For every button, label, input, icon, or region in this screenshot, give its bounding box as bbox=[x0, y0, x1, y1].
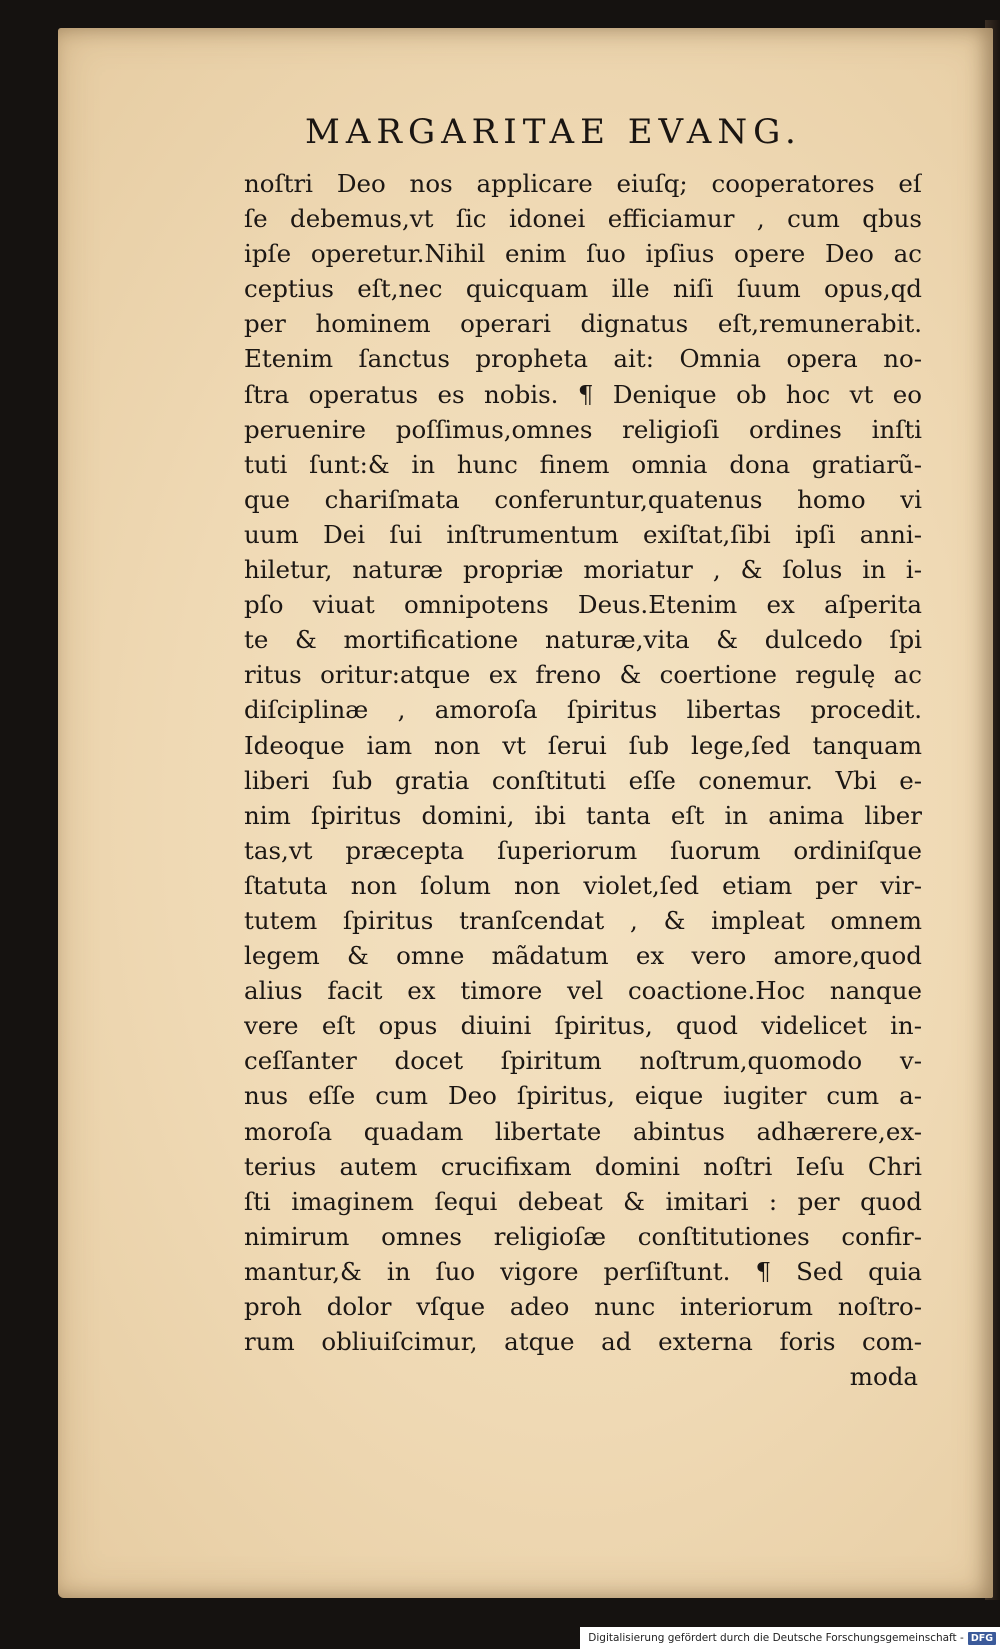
text-line: liberi ſub gratia conſtituti eſſe conemur. Vbi e- bbox=[244, 765, 922, 795]
funding-notice: Digitalisierung gefördert durch die Deutsche Forschungsgemeinschaft - bbox=[588, 1632, 964, 1644]
text-line: tutem ſpiritus tranſcendat , & impleat omnem bbox=[244, 905, 922, 935]
text-line: ſtatuta non ſolum non violet,ſed etiam per vir- bbox=[244, 870, 922, 900]
text-line: ceptius eſt,nec quicquam ille niſi ſuum opus,qd bbox=[244, 274, 922, 304]
text-line: tuti ſunt:& in hunc finem omnia dona gratiarũ- bbox=[244, 449, 922, 479]
text-line: te & mortificatione naturæ,vita & dulcedo ſpi bbox=[244, 625, 922, 655]
text-line: per hominem operari dignatus eſt,remunerabit. bbox=[244, 309, 922, 339]
text-line: legem & omne mãdatum ex vero amore,quod bbox=[244, 941, 922, 971]
text-line: ſe debemus,vt ſic idonei efficiamur , cum qbus bbox=[244, 204, 922, 234]
text-line: noſtri Deo nos applicare eiuſq; cooperatores eſ bbox=[244, 169, 922, 198]
text-line: alius facit ex timore vel coactione.Hoc nanque bbox=[244, 976, 922, 1006]
text-line: ceſſanter docet ſpiritum noſtrum,quomodo v- bbox=[244, 1046, 922, 1076]
text-line: peruenire poſſimus,omnes religioſi ordines inſti bbox=[244, 414, 922, 444]
text-line: ritus oritur:atque ex freno & coertione regulę ac bbox=[244, 660, 922, 690]
text-line: ſti imaginem ſequi debeat & imitari : per quod bbox=[244, 1186, 922, 1216]
text-line: ſtra operatus es nobis. ¶ Denique ob hoc vt eo bbox=[244, 379, 922, 409]
text-line: ipſe operetur.Nihil enim ſuo ipſius opere Deo ac bbox=[244, 239, 922, 269]
text-line: pſo viuat omnipotens Deus.Etenim ex aſperita bbox=[244, 590, 922, 620]
text-line: mantur,& in ſuo vigore perſiſtunt. ¶ Sed quia bbox=[244, 1256, 922, 1286]
text-line: rum obliuiſcimur, atque ad externa foris com- bbox=[244, 1327, 922, 1357]
catchword: moda bbox=[849, 1362, 918, 1392]
text-line: que chariſmata conferuntur,quatenus homo vi bbox=[244, 484, 922, 514]
body-text bbox=[244, 166, 922, 1394]
text-line: nim ſpiritus domini, ibi tanta eſt in anima liber bbox=[244, 800, 922, 830]
text-line: tas,vt præcepta ſuperiorum ſuorum ordiniſque bbox=[244, 835, 922, 865]
text-line: hiletur, naturæ propriæ moriatur , & ſolus in i- bbox=[244, 555, 922, 585]
text-line: Etenim ſanctus propheta ait: Omnia opera no- bbox=[244, 344, 922, 374]
text-line: uum Dei ſui inſtrumentum exiſtat,ſibi ipſi anni- bbox=[244, 519, 922, 549]
text-line: terius autem crucifixam domini noſtri Ieſu Chri bbox=[244, 1151, 922, 1181]
text-line: Ideoque iam non vt ſerui ſub lege,ſed tanquam bbox=[244, 730, 922, 760]
running-head: MARGARITAE EVANG. bbox=[305, 112, 802, 152]
text-line: proh dolor vſque adeo nunc interiorum noſtro- bbox=[244, 1292, 922, 1321]
text-line: nimirum omnes religioſæ conſtitutiones confir- bbox=[244, 1221, 922, 1251]
dfg-logo: DFG bbox=[968, 1632, 996, 1645]
text-line: nus eſſe cum Deo ſpiritus, eique iugiter cum a- bbox=[244, 1081, 922, 1111]
text-line: moroſa quadam libertate abintus adhærere,ex- bbox=[244, 1116, 922, 1146]
digitization-footer bbox=[580, 1627, 1000, 1649]
text-line: vere eſt opus diuini ſpiritus, quod videlicet in- bbox=[244, 1011, 922, 1041]
text-line: diſciplinæ , amoroſa ſpiritus libertas procedit. bbox=[244, 695, 922, 725]
